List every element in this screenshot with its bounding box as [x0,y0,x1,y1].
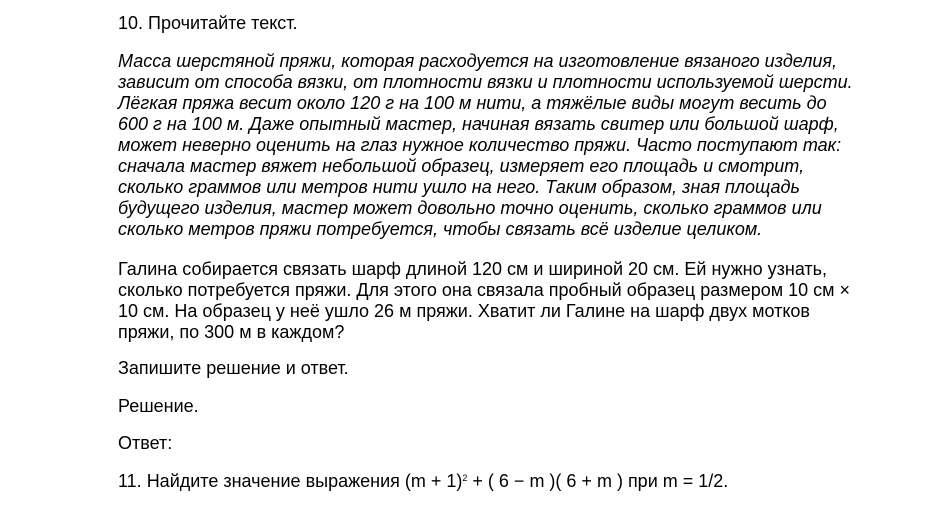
task-11-exponent: 2 [462,473,468,483]
answer-label: Ответ: [118,433,173,453]
problem-line: 10 см. На образец у неё ушло 26 м пряжи. Хватит ли Галине на шарф двух мотков [118,301,810,321]
passage-line: 600 г на 100 м. Даже опытный мастер, начиная вязать свитер или большой шарф, [118,114,839,134]
task-11-text-before: 11. Найдите значение выражения (m + 1) [118,471,463,491]
passage-line: может неверно оценить на глаз нужное количество пряжи. Часто поступают так: [118,135,842,155]
task-11-text [118,471,728,492]
problem-line: Галина собирается связать шарф длиной 120 см и шириной 20 см. Ей нужно узнать, [118,259,828,279]
passage-line: зависит от способа вязки, от плотности вязки и плотности используемой шерсти. [118,72,853,92]
task-10-title: 10. Прочитайте текст. [118,13,298,33]
solution-label: Решение. [118,396,199,416]
passage-line: Лёгкая пряжа весит около 120 г на 100 м нити, а тяжёлые виды могут весить до [118,93,827,113]
problem-line: пряжи, по 300 м в каждом? [118,322,345,342]
passage-line: сколько метров пряжи потребуется, чтобы связать всё изделие целиком. [118,219,763,239]
passage-line: будущего изделия, мастер может довольно точно оценить, сколько граммов или [118,198,822,218]
passage-line: сколько граммов или метров нити ушло на него. Таким образом, зная площадь [118,177,800,197]
problem-line: сколько потребуется пряжи. Для этого она связала пробный образец размером 10 см × [118,280,851,300]
passage-line: Масса шерстяной пряжи, которая расходуется на изготовление вязаного изделия, [118,51,837,71]
instruction-text: Запишите решение и ответ. [118,358,349,378]
task-11-text-after: + ( 6 − m )( 6 + m ) при m = 1/2. [467,471,729,491]
passage-line: сначала мастер вяжет небольшой образец, измеряет его площадь и смотрит, [118,156,805,176]
